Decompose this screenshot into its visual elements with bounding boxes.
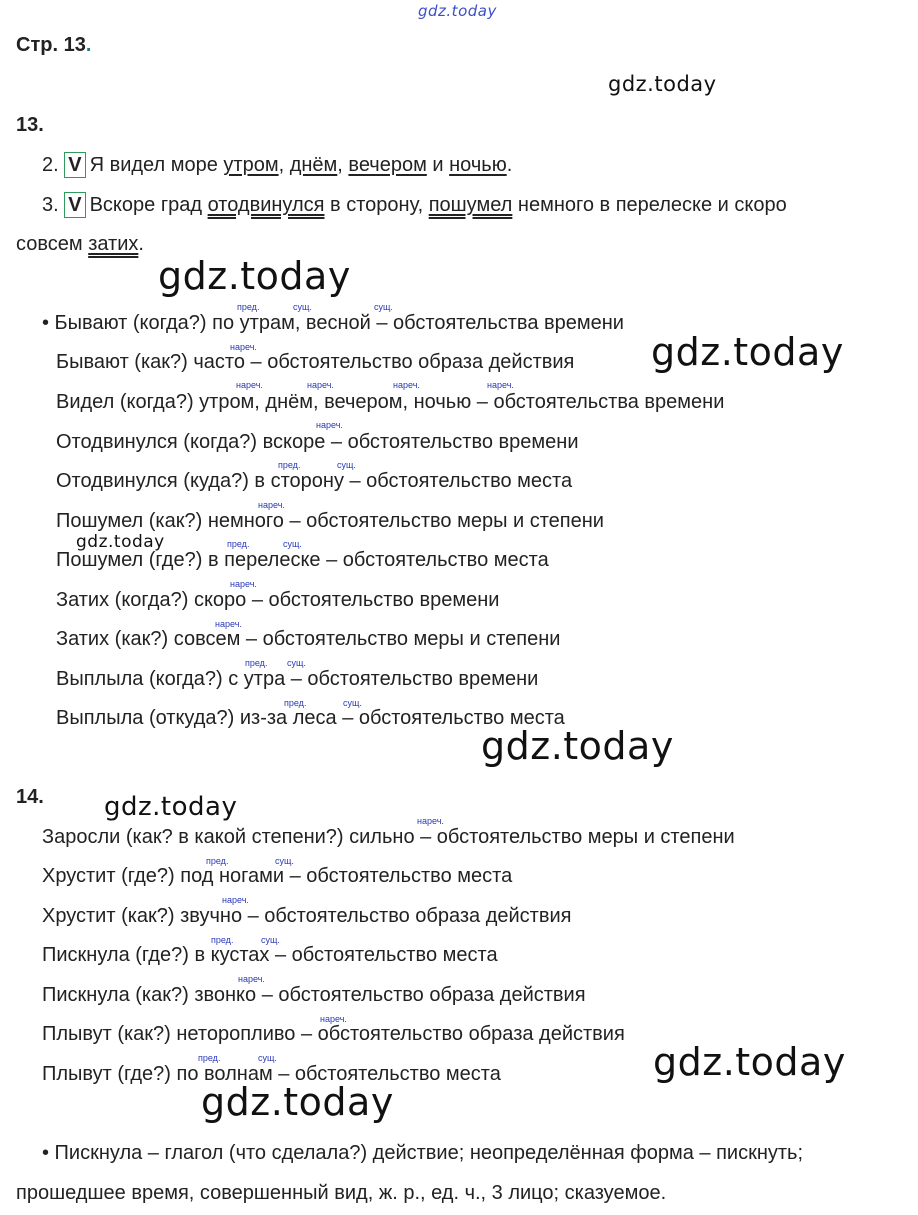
- note-narech: нареч.: [222, 895, 249, 905]
- analysis-line: Хрустит (где?) под ногами – обстоятельство места: [42, 865, 513, 887]
- watermark: gdz.today: [76, 532, 165, 552]
- sentence-number: 2.: [42, 154, 59, 176]
- note-narech: нареч.: [487, 380, 514, 390]
- analysis-line: Видел (когда?) утром, днём, вечером, ночью – обстоятельства времени: [56, 391, 725, 413]
- sentence-text: Я видел море: [89, 154, 224, 176]
- predicate-word: отодвинулся: [207, 194, 325, 216]
- morphology-line: прошедшее время, совершенный вид, ж. р., ед. ч., 3 лицо; сказуемое.: [16, 1182, 667, 1204]
- note-pred: пред.: [198, 1053, 221, 1063]
- check-mark: V: [64, 192, 85, 218]
- analysis-line: Выплыла (когда?) с утра – обстоятельство времени: [56, 668, 539, 690]
- note-pred: пред.: [278, 460, 301, 470]
- circumstance-word: утром: [223, 154, 279, 176]
- note-sush: сущ.: [287, 658, 306, 668]
- note-sush: сущ.: [374, 302, 393, 312]
- note-sush: сущ.: [258, 1053, 277, 1063]
- note-pred: пред.: [227, 539, 250, 549]
- note-sush: сущ.: [343, 698, 362, 708]
- analysis-line: Отодвинулся (куда?) в сторону – обстоятельство места: [56, 470, 573, 492]
- check-mark: V: [64, 152, 85, 178]
- note-narech: нареч.: [316, 420, 343, 430]
- note-sush: сущ.: [293, 302, 312, 312]
- note-narech: нареч.: [307, 380, 334, 390]
- analysis-line: Затих (когда?) скоро – обстоятельство времени: [56, 589, 500, 611]
- sentence-text: в сторону,: [324, 194, 429, 216]
- sentence-text: ,: [278, 154, 290, 176]
- sentence-2: [42, 152, 512, 178]
- watermark: gdz.today: [104, 792, 238, 822]
- note-narech: нареч.: [215, 619, 242, 629]
- analysis-line: Заросли (как? в какой степени?) сильно – обстоятельство меры и степени: [42, 826, 735, 848]
- predicate-word: затих: [88, 233, 139, 255]
- note-narech: нареч.: [393, 380, 420, 390]
- sentence-3: [42, 192, 787, 218]
- circumstance-word: вечером: [348, 154, 427, 176]
- sentence-text: .: [506, 154, 513, 176]
- note-pred: пред.: [245, 658, 268, 668]
- page-label-text: Стр. 13: [16, 34, 86, 56]
- note-narech: нареч.: [238, 974, 265, 984]
- watermark: gdz.today: [608, 72, 717, 96]
- analysis-line: Пискнула (где?) в кустах – обстоятельство места: [42, 944, 498, 966]
- morphology-line: • Пискнула – глагол (что сделала?) действие; неопределённая форма – пискнуть;: [42, 1142, 804, 1164]
- note-sush: сущ.: [337, 460, 356, 470]
- analysis-line: Пошумел (как?) немного – обстоятельство меры и степени: [56, 510, 604, 532]
- circumstance-word: ночью: [449, 154, 507, 176]
- task-13-number: 13.: [16, 114, 44, 136]
- analysis-line: Затих (как?) совсем – обстоятельство меры и степени: [56, 628, 561, 650]
- note-narech: нареч.: [417, 816, 444, 826]
- analysis-line: Хрустит (как?) звучно – обстоятельство образа действия: [42, 905, 572, 927]
- sentence-3-cont: [16, 232, 144, 256]
- watermark: gdz.today: [201, 1080, 394, 1124]
- note-pred: пред.: [284, 698, 307, 708]
- analysis-line: Пошумел (где?) в перелеске – обстоятельство места: [56, 549, 549, 571]
- note-pred: пред.: [206, 856, 229, 866]
- analysis-line: Бывают (как?) часто – обстоятельство образа действия: [56, 351, 575, 373]
- analysis-line: Пискнула (как?) звонко – обстоятельство образа действия: [42, 984, 586, 1006]
- sentence-text: совсем: [16, 233, 89, 255]
- note-narech: нареч.: [236, 380, 263, 390]
- note-sush: сущ.: [275, 856, 294, 866]
- watermark: gdz.today: [481, 724, 674, 768]
- watermark-top: gdz.today: [418, 2, 497, 20]
- sentence-text: и: [426, 154, 450, 176]
- watermark: gdz.today: [158, 254, 351, 298]
- circumstance-word: днём: [289, 154, 338, 176]
- note-narech: нареч.: [230, 579, 257, 589]
- note-narech: нареч.: [320, 1014, 347, 1024]
- analysis-line: • Бывают (когда?) по утрам, весной – обстоятельства времени: [42, 312, 624, 334]
- predicate-word: пошумел: [428, 194, 513, 216]
- note-narech: нареч.: [230, 342, 257, 352]
- note-narech: нареч.: [258, 500, 285, 510]
- analysis-line: Плывут (где?) по волнам – обстоятельство места: [42, 1063, 501, 1085]
- analysis-line: Выплыла (откуда?) из-за леса – обстоятельство места: [56, 707, 565, 729]
- sentence-text: .: [138, 233, 144, 255]
- sentence-text: Вскоре град: [89, 194, 208, 216]
- note-pred: пред.: [211, 935, 234, 945]
- sentence-text: ,: [337, 154, 349, 176]
- note-pred: пред.: [237, 302, 260, 312]
- task-14-number: 14.: [16, 786, 44, 808]
- note-sush: сущ.: [261, 935, 280, 945]
- analysis-line: Плывут (как?) неторопливо – обстоятельство образа действия: [42, 1023, 625, 1045]
- sentence-text: немного в перелеске и скоро: [512, 194, 787, 216]
- page-label: Стр. 13.: [16, 34, 92, 56]
- watermark: gdz.today: [651, 330, 844, 374]
- note-sush: сущ.: [283, 539, 302, 549]
- analysis-line: Отодвинулся (когда?) вскоре – обстоятельство времени: [56, 431, 579, 453]
- watermark: gdz.today: [653, 1040, 846, 1084]
- sentence-number: 3.: [42, 194, 59, 216]
